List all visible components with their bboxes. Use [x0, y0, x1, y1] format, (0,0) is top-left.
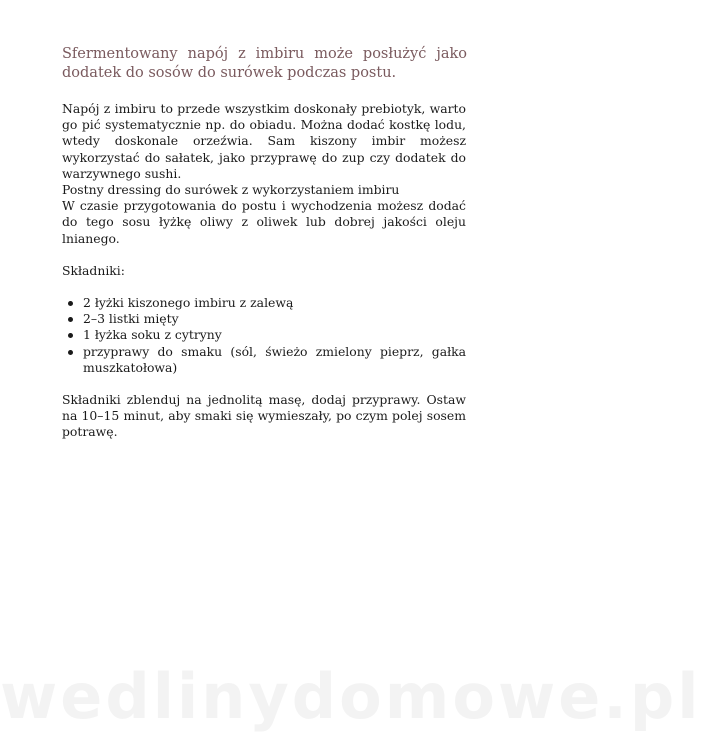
instructions-paragraph: Składniki zblenduj na jednolitą masę, dodaj przyprawy. Ostaw na 10–15 minut, aby smaki się wymieszały, po czym polej sosem potrawę.: [62, 392, 466, 440]
list-item: [62, 344, 466, 376]
ingredient-text: przyprawy do smaku (sól, świeżo zmielony pieprz, gałka muszkatołowa): [83, 343, 466, 375]
list-item: [62, 311, 466, 327]
watermark: wedlinydomowe.pl: [0, 660, 701, 733]
body-paragraph: Napój z imbiru to przede wszystkim doskonały prebiotyk, warto go pić systematycznie np. do obiadu. Można dodać kostkę lodu, wtedy doskonale orzeźwia. Sam kiszony imbir możesz wykorzystać do sałatek, jako przyprawę do zup czy dodatek do warzywnego sushi.: [62, 101, 466, 181]
ingredient-text: 2–3 listki mięty: [83, 311, 179, 327]
bullet-icon: [68, 333, 73, 338]
ingredients-list: [62, 295, 466, 376]
bullet-icon: [68, 317, 73, 322]
ingredients-heading: Składniki:: [62, 262, 125, 278]
ingredient-text: 1 łyżka soku z cytryny: [83, 327, 222, 343]
ingredient-text: 2 łyżki kiszonego imbiru z zalewą: [83, 295, 294, 311]
article-body: [62, 101, 466, 441]
dressing-title: Postny dressing do surówek z wykorzystaniem imbiru: [62, 182, 400, 198]
list-item: [62, 327, 466, 343]
bullet-icon: [68, 301, 73, 306]
bullet-icon: [68, 350, 73, 355]
list-item: [62, 295, 466, 311]
body-paragraph: W czasie przygotowania do postu i wychodzenia możesz dodać do tego sosu łyżkę oliwy z oliwek lub dobrej jakości oleju lnianego.: [62, 198, 466, 246]
lead-paragraph: Sfermentowany napój z imbiru może posłużyć jako dodatek do sosów do surówek podczas postu.: [62, 46, 467, 81]
